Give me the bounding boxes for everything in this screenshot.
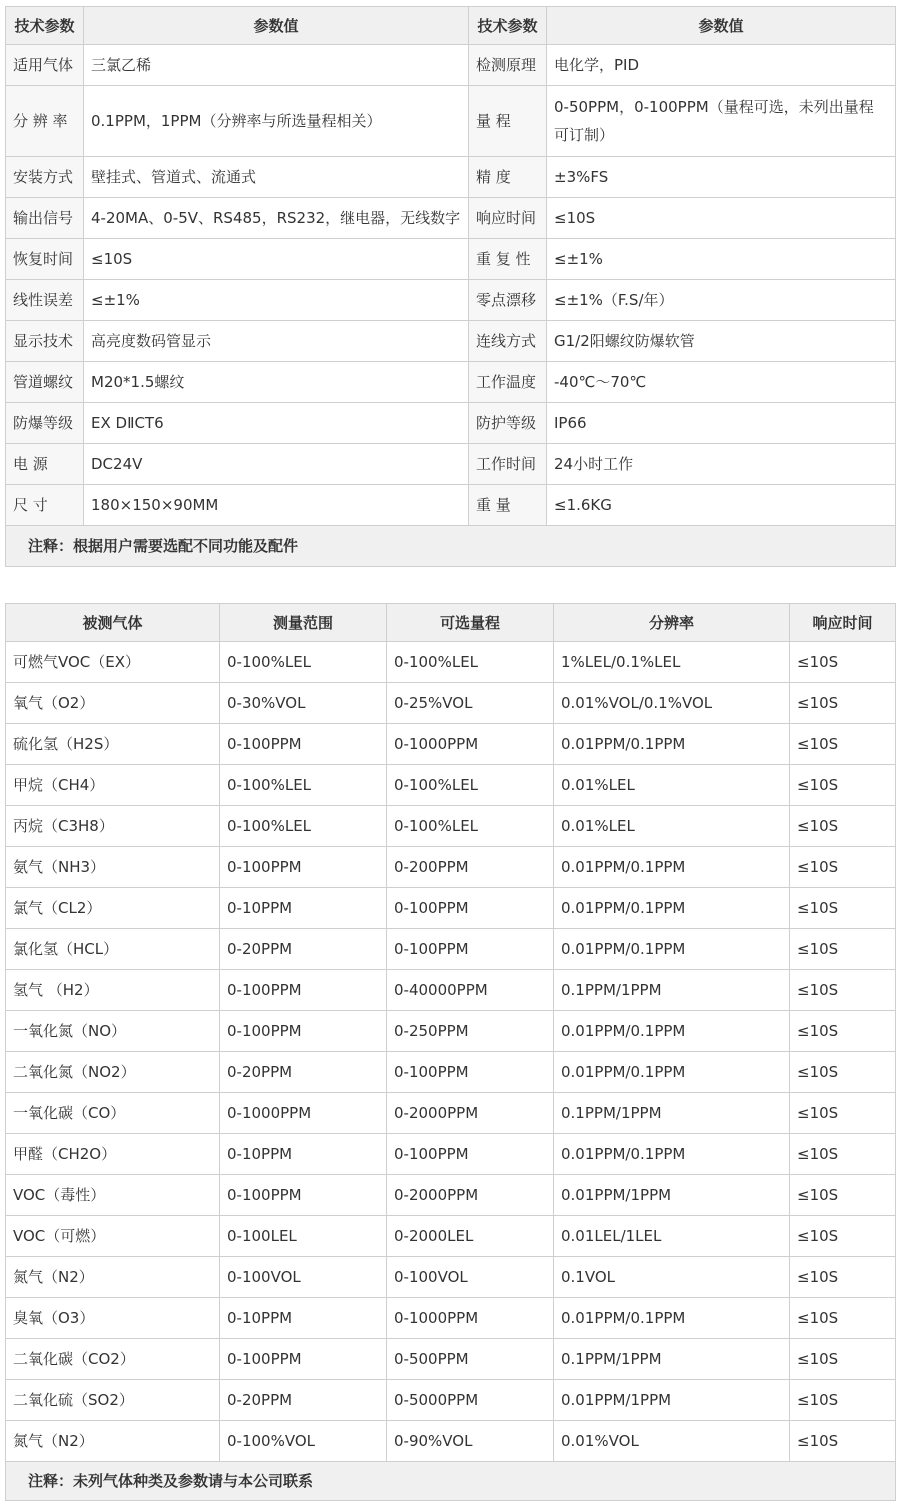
gas-optional-range-cell: 0-25%VOL (387, 683, 554, 724)
spec-row (6, 198, 896, 239)
gas-gas-name-cell: 氢气 （H2） (6, 970, 220, 1011)
gas-row (6, 970, 896, 1011)
spec-param-label: 工作时间 (469, 444, 547, 485)
gas-measure-range-cell: 0-100PPM (220, 1011, 387, 1052)
gas-measure-range-cell: 0-100LEL (220, 1216, 387, 1257)
gas-measure-range-cell: 0-100PPM (220, 970, 387, 1011)
spec-row (6, 362, 896, 403)
gas-note: 注释：未列气体种类及参数请与本公司联系 (6, 1462, 896, 1501)
spec-param-label: 连线方式 (469, 321, 547, 362)
gas-resolution-cell: 0.01%VOL (554, 1421, 790, 1462)
gas-measure-range-cell: 0-10PPM (220, 888, 387, 929)
gas-row (6, 888, 896, 929)
spec-param-label: 响应时间 (469, 198, 547, 239)
gas-resolution-cell: 0.01PPM/0.1PPM (554, 929, 790, 970)
gas-row (6, 806, 896, 847)
spec-param-label: 防爆等级 (6, 403, 84, 444)
gas-resolution-cell: 0.01LEL/1LEL (554, 1216, 790, 1257)
spec-row (6, 239, 896, 280)
gas-header-row (6, 604, 896, 642)
gas-gas-name-cell: 丙烷（C3H8） (6, 806, 220, 847)
gas-gas-name-cell: 硫化氢（H2S） (6, 724, 220, 765)
spec-param-value: 三氯乙稀 (84, 45, 469, 86)
spec-param-label: 分 辨 率 (6, 86, 84, 157)
gas-optional-range-cell: 0-100%LEL (387, 806, 554, 847)
gas-resolution-cell: 0.01PPM/0.1PPM (554, 1052, 790, 1093)
gas-measure-range-cell: 0-100VOL (220, 1257, 387, 1298)
gas-header-response-time: 响应时间 (790, 604, 896, 642)
gas-response-time-cell: ≤10S (790, 1093, 896, 1134)
gas-response-time-cell: ≤10S (790, 888, 896, 929)
spec-param-label: 检测原理 (469, 45, 547, 86)
gas-measure-range-cell: 0-30%VOL (220, 683, 387, 724)
spec-row (6, 485, 896, 526)
spec-row (6, 321, 896, 362)
gas-note-row (6, 1462, 896, 1501)
gas-resolution-cell: 0.01PPM/0.1PPM (554, 1134, 790, 1175)
gas-row (6, 1380, 896, 1421)
gas-measure-range-cell: 0-100PPM (220, 1339, 387, 1380)
gas-body (6, 642, 896, 1462)
gas-optional-range-cell: 0-200PPM (387, 847, 554, 888)
gas-response-time-cell: ≤10S (790, 1380, 896, 1421)
gas-resolution-cell: 0.01%LEL (554, 765, 790, 806)
gas-response-time-cell: ≤10S (790, 1134, 896, 1175)
spec-param-value: ≤±1% (547, 239, 896, 280)
gas-response-time-cell: ≤10S (790, 1175, 896, 1216)
gas-gas-name-cell: 一氧化碳（CO） (6, 1093, 220, 1134)
gas-row (6, 1052, 896, 1093)
spec-param-label: 电 源 (6, 444, 84, 485)
gas-header-gas: 被测气体 (6, 604, 220, 642)
gas-resolution-cell: 0.01%LEL (554, 806, 790, 847)
gas-optional-range-cell: 0-100%LEL (387, 642, 554, 683)
gas-response-time-cell: ≤10S (790, 1011, 896, 1052)
gas-gas-name-cell: 二氧化氮（NO2） (6, 1052, 220, 1093)
gas-table (5, 603, 896, 1501)
spec-note: 注释：根据用户需要选配不同功能及配件 (6, 526, 896, 567)
gas-resolution-cell: 0.1VOL (554, 1257, 790, 1298)
gas-gas-name-cell: 一氧化氮（NO） (6, 1011, 220, 1052)
spec-param-value: EX DⅡCT6 (84, 403, 469, 444)
gas-resolution-cell: 0.01PPM/0.1PPM (554, 1011, 790, 1052)
gas-response-time-cell: ≤10S (790, 765, 896, 806)
spec-param-value: ≤±1% (84, 280, 469, 321)
gas-measure-range-cell: 0-100%LEL (220, 642, 387, 683)
gas-resolution-cell: 0.01PPM/1PPM (554, 1380, 790, 1421)
gas-gas-name-cell: 氨气（NH3） (6, 847, 220, 888)
gas-optional-range-cell: 0-1000PPM (387, 724, 554, 765)
gas-row (6, 929, 896, 970)
gas-measure-range-cell: 0-100%VOL (220, 1421, 387, 1462)
spec-param-label: 重 复 性 (469, 239, 547, 280)
spec-header-param: 技术参数 (6, 7, 84, 45)
spec-param-value: DC24V (84, 444, 469, 485)
gas-gas-name-cell: 二氧化硫（SO2） (6, 1380, 220, 1421)
spec-param-value: 4-20MA、0-5V、RS485，RS232，继电器，无线数字 (84, 198, 469, 239)
gas-resolution-cell: 0.01PPM/1PPM (554, 1175, 790, 1216)
gas-resolution-cell: 0.1PPM/1PPM (554, 970, 790, 1011)
gas-gas-name-cell: 臭氧（O3） (6, 1298, 220, 1339)
spec-param-label: 输出信号 (6, 198, 84, 239)
spec-row (6, 157, 896, 198)
gas-response-time-cell: ≤10S (790, 1052, 896, 1093)
spec-param-label: 量 程 (469, 86, 547, 157)
gas-measure-range-cell: 0-20PPM (220, 929, 387, 970)
spec-row (6, 86, 896, 157)
gas-measure-range-cell: 0-20PPM (220, 1380, 387, 1421)
gas-resolution-cell: 0.1PPM/1PPM (554, 1339, 790, 1380)
gas-optional-range-cell: 0-100PPM (387, 1052, 554, 1093)
spec-param-label: 恢复时间 (6, 239, 84, 280)
spec-param-label: 显示技术 (6, 321, 84, 362)
gas-response-time-cell: ≤10S (790, 1298, 896, 1339)
gas-measure-range-cell: 0-1000PPM (220, 1093, 387, 1134)
spec-body (6, 45, 896, 526)
gas-response-time-cell: ≤10S (790, 1216, 896, 1257)
gas-optional-range-cell: 0-100PPM (387, 888, 554, 929)
gas-row (6, 1216, 896, 1257)
spec-param-value: ≤1.6KG (547, 485, 896, 526)
spec-param-label: 安装方式 (6, 157, 84, 198)
gas-header-optional-range: 可选量程 (387, 604, 554, 642)
gas-row (6, 1093, 896, 1134)
gas-row (6, 1257, 896, 1298)
gas-response-time-cell: ≤10S (790, 929, 896, 970)
spec-param-value: 0-50PPM，0-100PPM（量程可选，未列出量程可订制） (547, 86, 896, 157)
spec-param-value: ±3%FS (547, 157, 896, 198)
spec-param-label: 零点漂移 (469, 280, 547, 321)
gas-row (6, 1134, 896, 1175)
gas-optional-range-cell: 0-90%VOL (387, 1421, 554, 1462)
gas-measure-range-cell: 0-100%LEL (220, 765, 387, 806)
gas-gas-name-cell: 甲烷（CH4） (6, 765, 220, 806)
spec-param-value: ≤10S (84, 239, 469, 280)
spec-param-value: IP66 (547, 403, 896, 444)
gas-gas-name-cell: 氯化氢（HCL） (6, 929, 220, 970)
spec-param-value: 壁挂式、管道式、流通式 (84, 157, 469, 198)
spec-header-value: 参数值 (84, 7, 469, 45)
gas-gas-name-cell: 氮气（N2） (6, 1257, 220, 1298)
gas-resolution-cell: 0.1PPM/1PPM (554, 1093, 790, 1134)
gas-response-time-cell: ≤10S (790, 1257, 896, 1298)
gas-response-time-cell: ≤10S (790, 642, 896, 683)
gas-optional-range-cell: 0-250PPM (387, 1011, 554, 1052)
gas-row (6, 1339, 896, 1380)
gas-gas-name-cell: 氮气（N2） (6, 1421, 220, 1462)
gas-resolution-cell: 0.01%VOL/0.1%VOL (554, 683, 790, 724)
gas-optional-range-cell: 0-2000PPM (387, 1093, 554, 1134)
gas-response-time-cell: ≤10S (790, 683, 896, 724)
spec-param-value: 0.1PPM，1PPM（分辨率与所选量程相关） (84, 86, 469, 157)
gas-response-time-cell: ≤10S (790, 1339, 896, 1380)
gas-gas-name-cell: VOC（可燃） (6, 1216, 220, 1257)
spec-param-value: 180×150×90MM (84, 485, 469, 526)
gas-resolution-cell: 0.01PPM/0.1PPM (554, 847, 790, 888)
spec-param-value: ≤10S (547, 198, 896, 239)
gas-response-time-cell: ≤10S (790, 970, 896, 1011)
spec-param-value: G1/2阳螺纹防爆软管 (547, 321, 896, 362)
gas-gas-name-cell: 二氧化碳（CO2） (6, 1339, 220, 1380)
gas-resolution-cell: 1%LEL/0.1%LEL (554, 642, 790, 683)
gas-header-range: 测量范围 (220, 604, 387, 642)
gas-measure-range-cell: 0-100PPM (220, 847, 387, 888)
gas-optional-range-cell: 0-100%LEL (387, 765, 554, 806)
gas-measure-range-cell: 0-10PPM (220, 1134, 387, 1175)
spec-param-value: ≤±1%（F.S/年） (547, 280, 896, 321)
gas-row (6, 724, 896, 765)
gas-response-time-cell: ≤10S (790, 1421, 896, 1462)
spec-header-value: 参数值 (547, 7, 896, 45)
gas-optional-range-cell: 0-2000LEL (387, 1216, 554, 1257)
spec-table (5, 6, 896, 567)
gas-measure-range-cell: 0-100PPM (220, 724, 387, 765)
gas-row (6, 1421, 896, 1462)
gas-resolution-cell: 0.01PPM/0.1PPM (554, 1298, 790, 1339)
spec-row (6, 444, 896, 485)
gas-optional-range-cell: 0-100VOL (387, 1257, 554, 1298)
gas-row (6, 1175, 896, 1216)
gas-optional-range-cell: 0-1000PPM (387, 1298, 554, 1339)
gas-row (6, 847, 896, 888)
gas-gas-name-cell: VOC（毒性） (6, 1175, 220, 1216)
spec-header-row (6, 7, 896, 45)
gas-row (6, 642, 896, 683)
spec-param-label: 重 量 (469, 485, 547, 526)
gas-measure-range-cell: 0-20PPM (220, 1052, 387, 1093)
gas-gas-name-cell: 氯气（CL2） (6, 888, 220, 929)
spec-param-label: 适用气体 (6, 45, 84, 86)
spec-param-value: 电化学，PID (547, 45, 896, 86)
gas-optional-range-cell: 0-2000PPM (387, 1175, 554, 1216)
spec-param-value: 24小时工作 (547, 444, 896, 485)
gas-header-resolution: 分辨率 (554, 604, 790, 642)
spec-param-value: 高亮度数码管显示 (84, 321, 469, 362)
spec-header-param: 技术参数 (469, 7, 547, 45)
spec-param-label: 防护等级 (469, 403, 547, 444)
spec-note-row (6, 526, 896, 567)
spec-param-value: -40℃～70℃ (547, 362, 896, 403)
gas-row (6, 683, 896, 724)
gas-response-time-cell: ≤10S (790, 806, 896, 847)
spec-param-label: 线性误差 (6, 280, 84, 321)
spec-param-label: 管道螺纹 (6, 362, 84, 403)
spec-param-value: M20*1.5螺纹 (84, 362, 469, 403)
gas-gas-name-cell: 氧气（O2） (6, 683, 220, 724)
gas-optional-range-cell: 0-40000PPM (387, 970, 554, 1011)
gas-response-time-cell: ≤10S (790, 724, 896, 765)
gas-gas-name-cell: 可燃气VOC（EX） (6, 642, 220, 683)
spec-row (6, 403, 896, 444)
gas-optional-range-cell: 0-500PPM (387, 1339, 554, 1380)
spec-param-label: 精 度 (469, 157, 547, 198)
gas-optional-range-cell: 0-100PPM (387, 1134, 554, 1175)
spec-row (6, 280, 896, 321)
gas-measure-range-cell: 0-10PPM (220, 1298, 387, 1339)
gas-optional-range-cell: 0-100PPM (387, 929, 554, 970)
gas-measure-range-cell: 0-100%LEL (220, 806, 387, 847)
gas-resolution-cell: 0.01PPM/0.1PPM (554, 724, 790, 765)
gas-measure-range-cell: 0-100PPM (220, 1175, 387, 1216)
gas-resolution-cell: 0.01PPM/0.1PPM (554, 888, 790, 929)
gas-response-time-cell: ≤10S (790, 847, 896, 888)
gas-optional-range-cell: 0-5000PPM (387, 1380, 554, 1421)
spec-param-label: 尺 寸 (6, 485, 84, 526)
spec-param-label: 工作温度 (469, 362, 547, 403)
gas-row (6, 1011, 896, 1052)
gas-gas-name-cell: 甲醛（CH2O） (6, 1134, 220, 1175)
gas-row (6, 765, 896, 806)
gas-row (6, 1298, 896, 1339)
spec-row (6, 45, 896, 86)
